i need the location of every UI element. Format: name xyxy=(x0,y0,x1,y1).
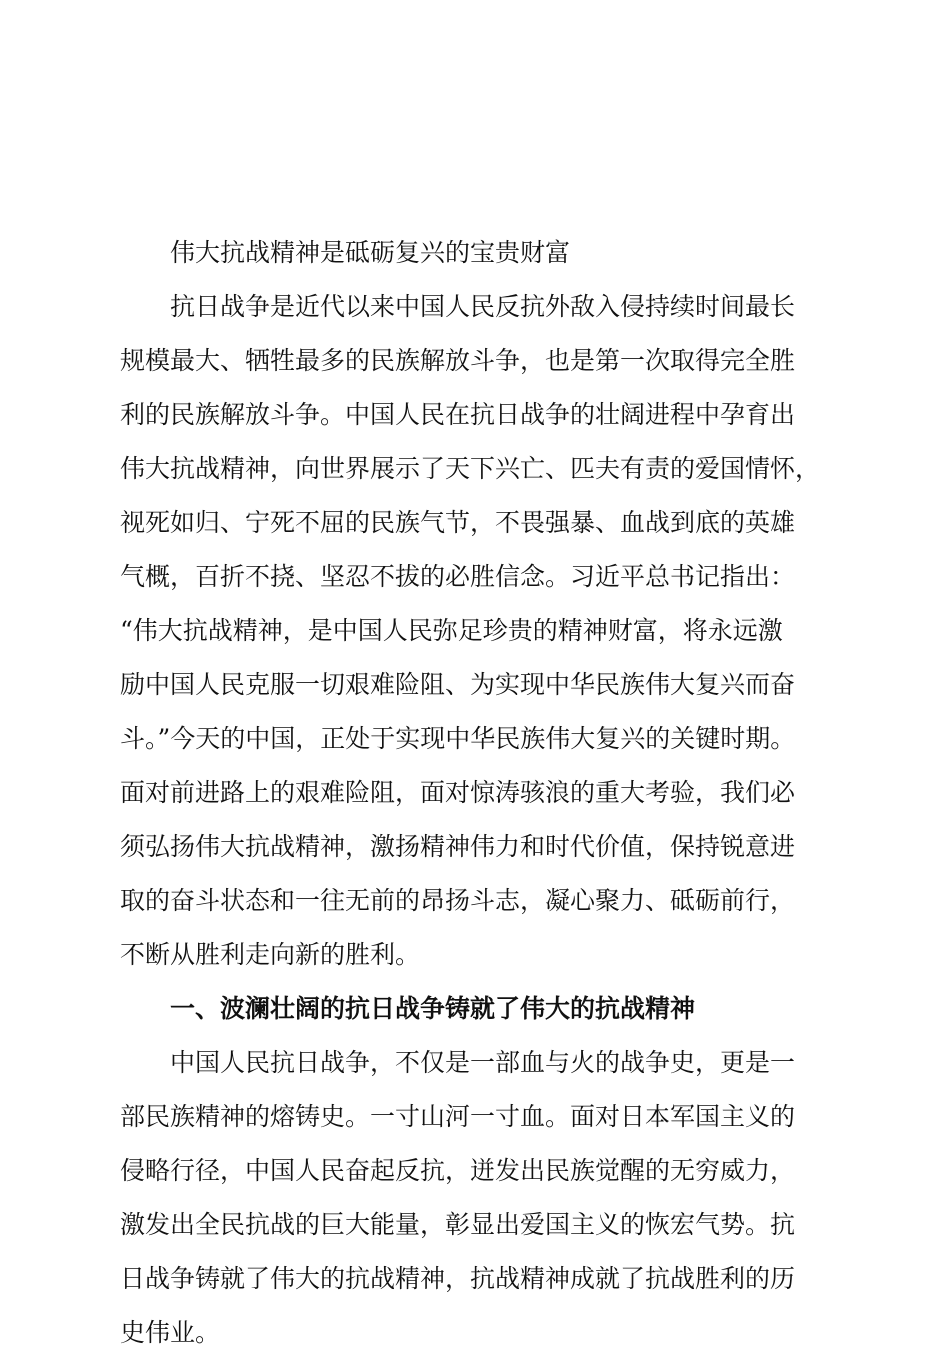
paragraph-line: 抗日战争是近代以来中国人民反抗外敌入侵持续时间最长 xyxy=(170,292,796,321)
paragraph-line: 规模最大、牺牲最多的民族解放斗争，也是第一次取得完全胜 xyxy=(120,346,796,375)
paragraph-line: 取的奋斗状态和一往无前的昂扬斗志，凝心聚力、砥砺前行， xyxy=(120,886,796,915)
paragraph-line: 气概，百折不挠、坚忍不拔的必胜信念。习近平总书记指出： xyxy=(120,562,796,591)
paragraph-line: “伟大抗战精神，是中国人民弥足珍贵的精神财富，将永远激 xyxy=(120,616,783,645)
paragraph-line: 伟大抗战精神，向世界展示了天下兴亡、匹夫有责的爱国情怀， xyxy=(120,454,821,483)
paragraph-line: 激发出全民抗战的巨大能量，彰显出爱国主义的恢宏气势。抗 xyxy=(120,1210,796,1239)
paragraph-line: 斗。”今天的中国，正处于实现中华民族伟大复兴的关键时期。 xyxy=(120,724,796,753)
paragraph-line: 部民族精神的熔铸史。一寸山河一寸血。面对日本军国主义的 xyxy=(120,1102,796,1131)
paragraph-line: 史伟业。 xyxy=(120,1318,221,1347)
document-title: 伟大抗战精神是砥砺复兴的宝贵财富 xyxy=(170,238,571,267)
paragraph-line: 须弘扬伟大抗战精神，激扬精神伟力和时代价值，保持锐意进 xyxy=(120,832,796,861)
paragraph-line: 中国人民抗日战争，不仅是一部血与火的战争史，更是一 xyxy=(170,1048,796,1077)
paragraph-line: 不断从胜利走向新的胜利。 xyxy=(120,940,421,969)
paragraph-line: 日战争铸就了伟大的抗战精神，抗战精神成就了抗战胜利的历 xyxy=(120,1264,796,1293)
paragraph-line: 面对前进路上的艰难险阻，面对惊涛骇浪的重大考验，我们必 xyxy=(120,778,796,807)
paragraph-section-1 xyxy=(120,1036,835,1360)
paragraph-line: 利的民族解放斗争。中国人民在抗日战争的壮阔进程中孕育出 xyxy=(120,400,796,429)
paragraph-line: 侵略行径，中国人民奋起反抗，迸发出民族觉醒的无穷威力， xyxy=(120,1156,796,1185)
paragraph-line: 视死如归、宁死不屈的民族气节，不畏强暴、血战到底的英雄 xyxy=(120,508,796,537)
document-body xyxy=(120,226,835,1360)
paragraph-line: 励中国人民克服一切艰难险阻、为实现中华民族伟大复兴而奋 xyxy=(120,670,796,699)
paragraph-intro xyxy=(120,280,835,982)
section-heading: 一、波澜壮阔的抗日战争铸就了伟大的抗战精神 xyxy=(170,994,696,1023)
